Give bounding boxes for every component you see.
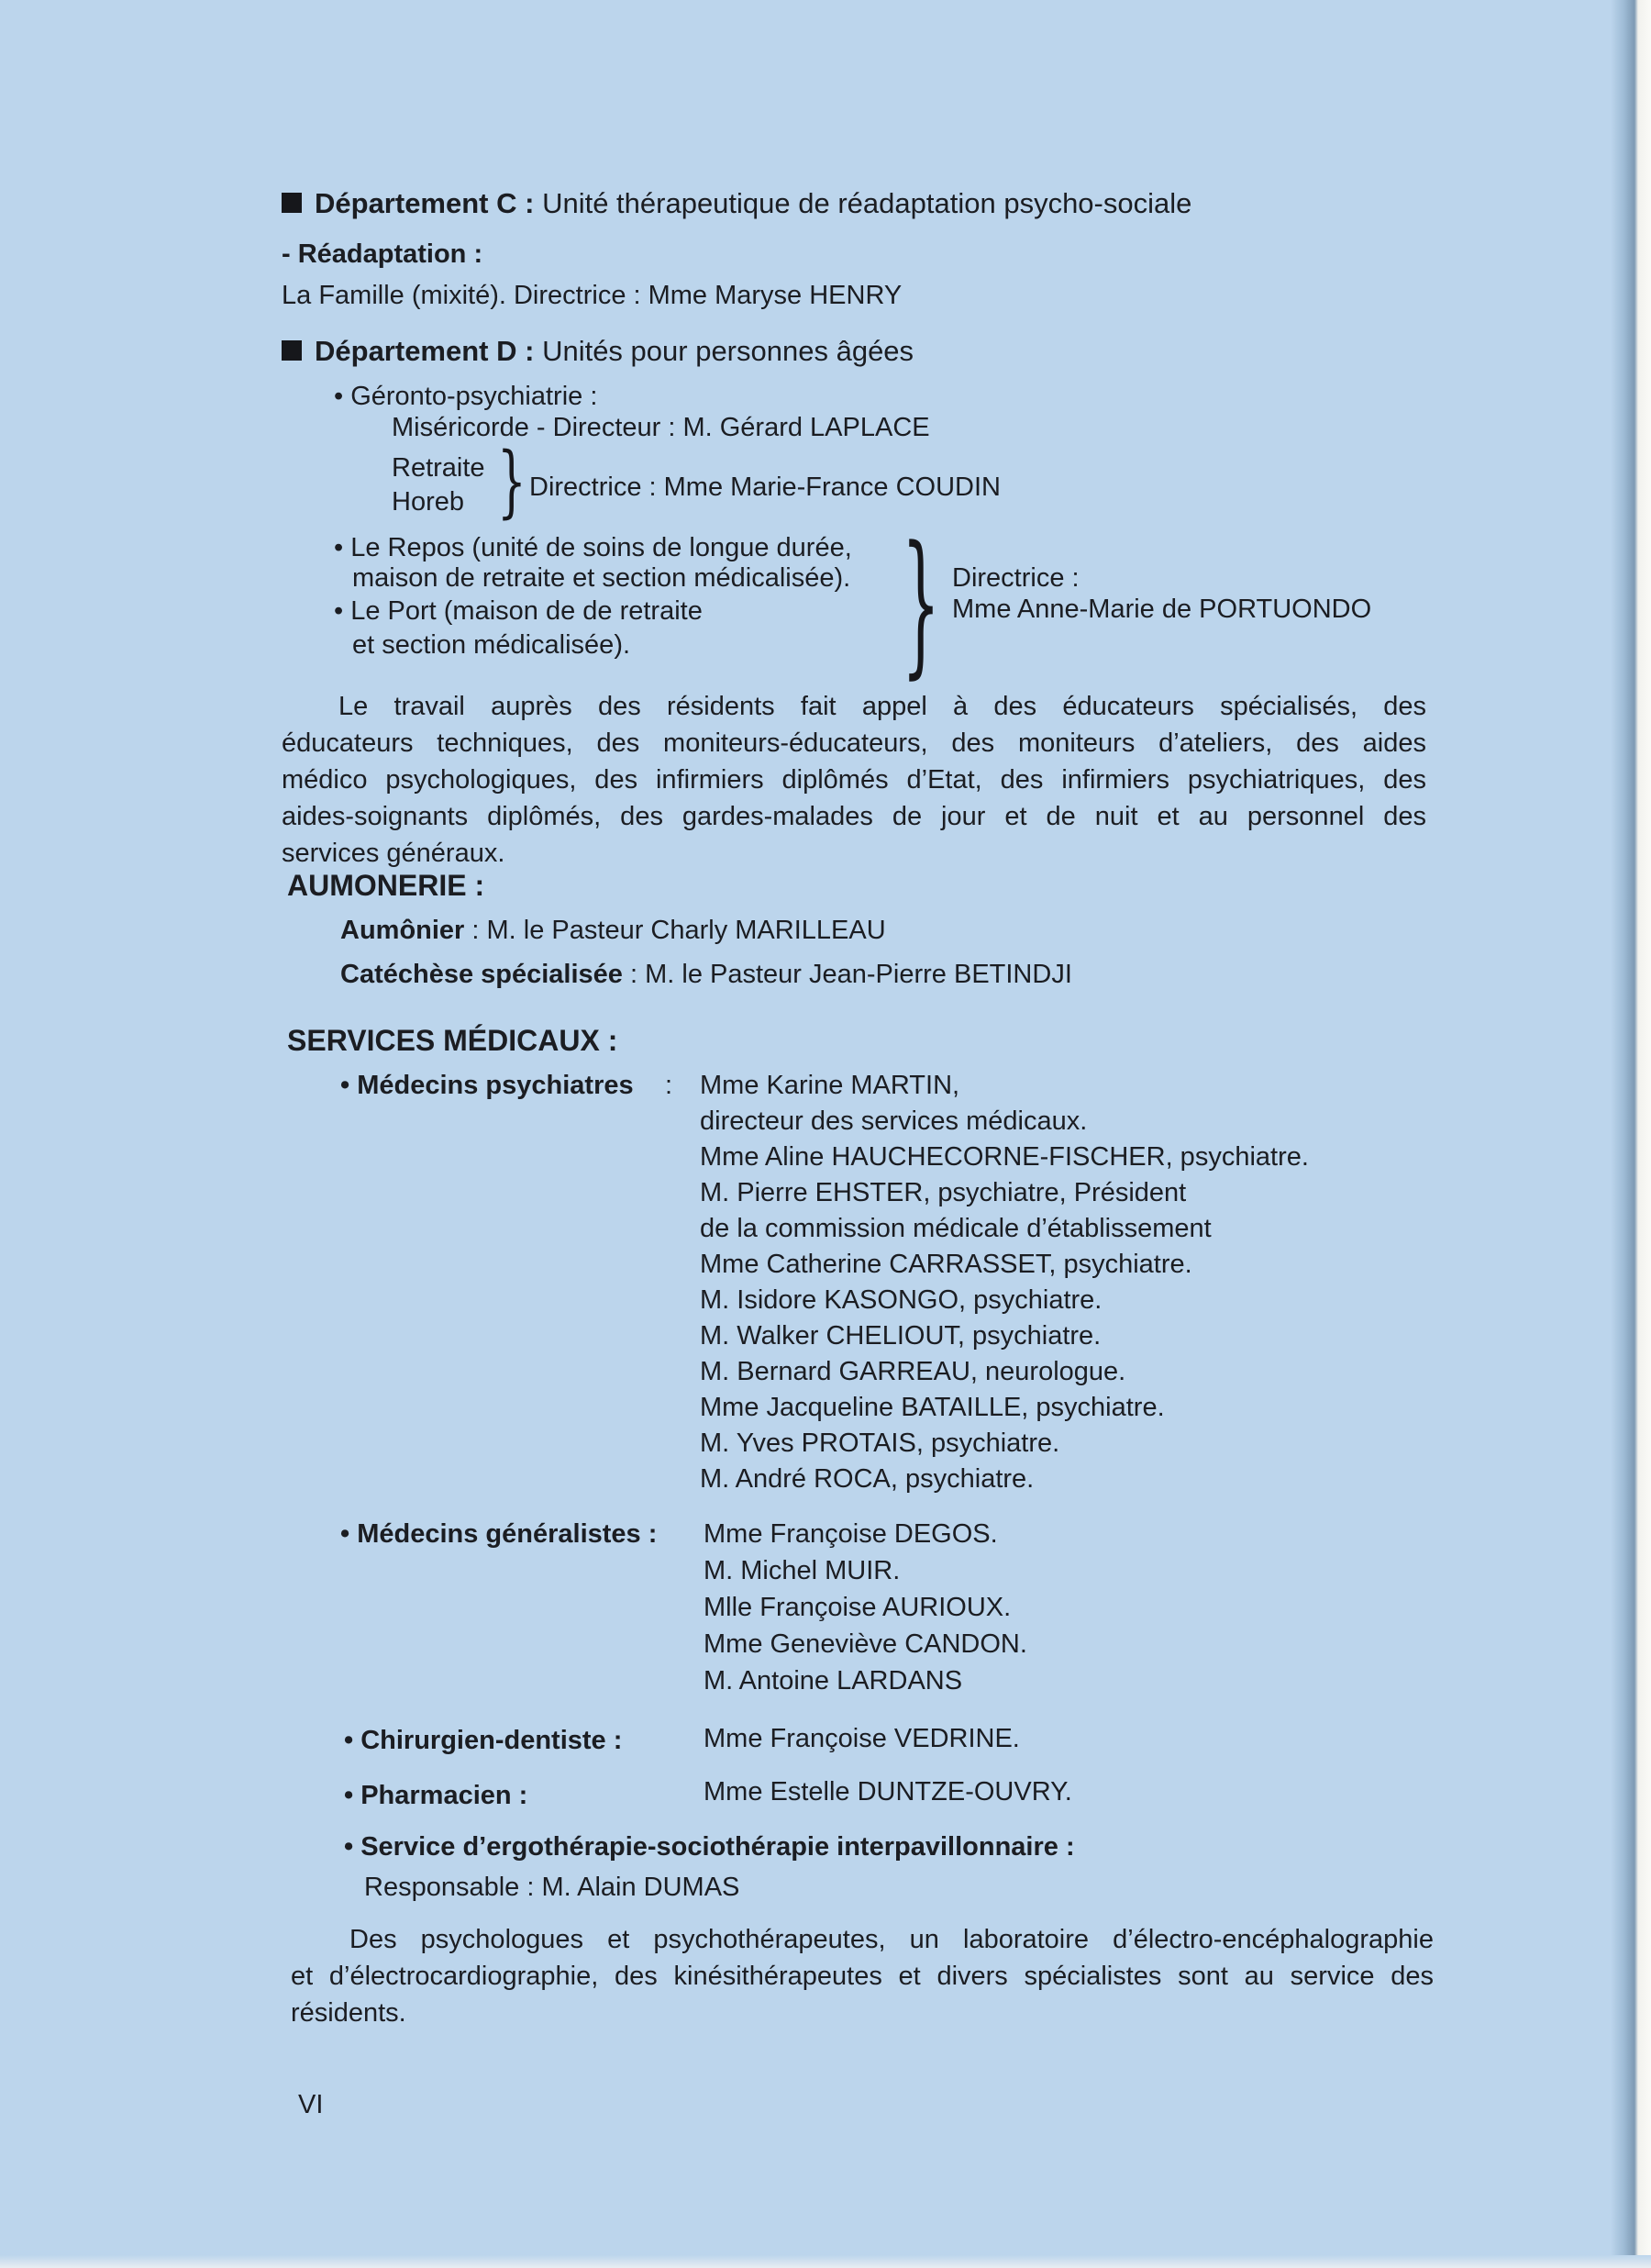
ergotherapie-responsable: Responsable : M. Alain DUMAS bbox=[364, 1873, 740, 1902]
page-bottom-edge bbox=[0, 2255, 1651, 2268]
aumonier-value: : M. le Pasteur Charly MARILLEAU bbox=[471, 916, 886, 945]
repos-port-directrice-name: Mme Anne-Marie de PORTUONDO bbox=[952, 595, 1372, 624]
retraite-label: Retraite bbox=[392, 453, 485, 483]
repos-line-1: • Le Repos (unité de soins de longue durée, bbox=[334, 533, 852, 562]
psychiatre-entry: Mme Catherine CARRASSET, psychiatre. bbox=[700, 1250, 1192, 1279]
psychiatres-colon: : bbox=[665, 1071, 673, 1100]
aumonerie-heading: AUMONERIE : bbox=[287, 869, 485, 902]
generaliste-entry: Mlle Françoise AURIOUX. bbox=[704, 1593, 1012, 1622]
psychiatre-entry: Mme Jacqueline BATAILLE, psychiatre. bbox=[700, 1393, 1165, 1422]
pharmacien-value: Mme Estelle DUNTZE-OUVRY. bbox=[704, 1777, 1072, 1807]
generaliste-entry: Mme Geneviève CANDON. bbox=[704, 1629, 1027, 1659]
binding-edge bbox=[1611, 0, 1651, 2268]
dept-c-label: Département C : bbox=[315, 187, 535, 219]
repos-line-2: maison de retraite et section médicalisée). bbox=[352, 563, 851, 593]
aumonier-label: Aumônier bbox=[340, 916, 465, 945]
geronto-item: • Géronto-psychiatrie : bbox=[334, 382, 598, 411]
brace-retraite-horeb: } bbox=[497, 436, 526, 527]
horeb-label: Horeb bbox=[392, 487, 464, 517]
square-bullet-icon bbox=[282, 193, 302, 213]
psychiatre-entry: M. Walker CHELIOUT, psychiatre. bbox=[700, 1321, 1102, 1351]
page-number: VI bbox=[298, 2090, 324, 2119]
catechese-line bbox=[340, 959, 1072, 990]
catechese-label: Catéchèse spécialisée bbox=[340, 960, 623, 989]
dept-c-description: Unité thérapeutique de réadaptation psycho-sociale bbox=[542, 187, 1192, 219]
dept-d-description: Unités pour personnes âgées bbox=[542, 335, 914, 367]
psychiatre-entry: M. Bernard GARREAU, neurologue. bbox=[700, 1357, 1126, 1386]
travail-paragraph: Le travail auprès des résidents fait appel à des éducateurs spécialisés, des éducateurs techniques, des moniteurs-éducateurs, des moniteurs d’ateliers, des aides médico psychologiques, des infirmiers diplômés d’Etat, des infirmiers psychiatriques, des aides-soignants diplômés, des gardes-malades de jour et de nuit et au personnel des services généraux. bbox=[282, 692, 1426, 868]
misericorde-line: Miséricorde - Directeur : M. Gérard LAPLACE bbox=[392, 413, 930, 442]
psychiatre-entry: M. Isidore KASONGO, psychiatre. bbox=[700, 1285, 1103, 1315]
port-line-1: • Le Port (maison de de retraite bbox=[334, 596, 703, 626]
psychiatre-entry: Mme Aline HAUCHECORNE-FISCHER, psychiatre. bbox=[700, 1142, 1309, 1172]
aumonier-line bbox=[340, 915, 886, 946]
dentiste-value: Mme Françoise VEDRINE. bbox=[704, 1724, 1020, 1753]
retraite-horeb-directrice: Directrice : Mme Marie-France COUDIN bbox=[529, 472, 1001, 502]
generaliste-entry: M. Michel MUIR. bbox=[704, 1556, 901, 1585]
dentiste-label: • Chirurgien-dentiste : bbox=[344, 1726, 623, 1755]
psychiatre-entry: M. Yves PROTAIS, psychiatre. bbox=[700, 1429, 1060, 1458]
psychiatre-entry: directeur des services médicaux. bbox=[700, 1106, 1088, 1136]
generaliste-entry: Mme Françoise DEGOS. bbox=[704, 1519, 998, 1549]
psychiatres-label: • Médecins psychiatres bbox=[340, 1071, 634, 1100]
psychiatre-entry: M. Pierre EHSTER, psychiatre, Président bbox=[700, 1178, 1187, 1207]
psychiatre-entry: Mme Karine MARTIN, bbox=[700, 1071, 960, 1100]
port-line-2: et section médicalisée). bbox=[352, 630, 631, 660]
ergotherapie-label: • Service d’ergothérapie-sociothérapie interpavillonnaire : bbox=[344, 1832, 1075, 1862]
services-medicaux-heading: SERVICES MÉDICAUX : bbox=[287, 1024, 618, 1057]
brace-repos-port: } bbox=[902, 513, 940, 695]
psychiatre-entry: de la commission médicale d’établissement bbox=[700, 1214, 1212, 1243]
generaliste-entry: M. Antoine LARDANS bbox=[704, 1666, 963, 1695]
dept-d-heading bbox=[282, 336, 914, 367]
dept-c-heading bbox=[282, 188, 1191, 219]
square-bullet-icon bbox=[282, 340, 302, 361]
dept-c-famille: La Famille (mixité). Directrice : Mme Maryse HENRY bbox=[282, 281, 903, 310]
psychologues-paragraph: Des psychologues et psychothérapeutes, un laboratoire d’électro-encéphalographie et d’électrocardiographie, des kinésithérapeutes et divers spécialistes sont au service des résidents. bbox=[291, 1925, 1434, 2028]
dept-d-label: Département D : bbox=[315, 335, 535, 367]
generalistes-label: • Médecins généralistes : bbox=[340, 1519, 658, 1549]
psychiatre-entry: M. André ROCA, psychiatre. bbox=[700, 1464, 1035, 1494]
repos-port-directrice-label: Directrice : bbox=[952, 563, 1080, 593]
dept-c-subheading: - Réadaptation : bbox=[282, 239, 483, 269]
pharmacien-label: • Pharmacien : bbox=[344, 1781, 528, 1810]
catechese-value: : M. le Pasteur Jean-Pierre BETINDJI bbox=[630, 960, 1072, 989]
